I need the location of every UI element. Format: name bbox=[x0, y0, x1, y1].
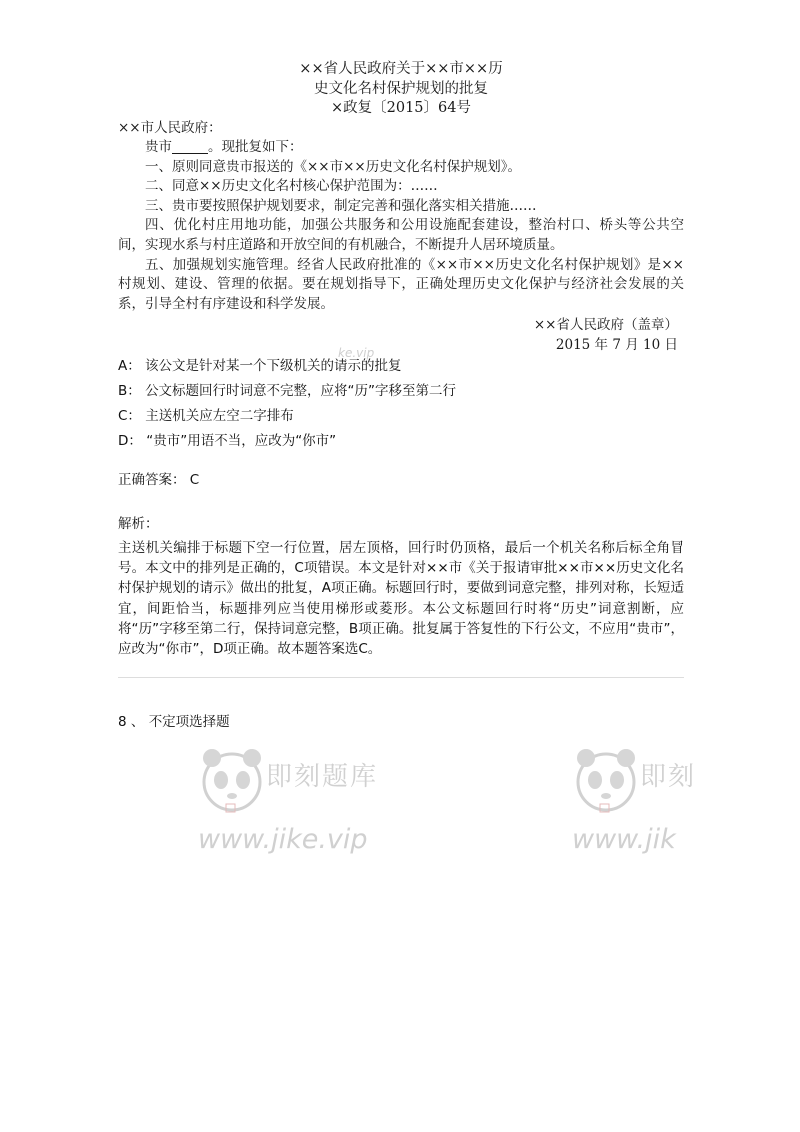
watermark-cn: 即刻题库 bbox=[266, 762, 379, 792]
doc-item-2: 二、同意××历史文化名村核心保护范围为：…… bbox=[145, 178, 438, 195]
option-c-text: 主送机关应左空二字排布 bbox=[145, 408, 294, 424]
option-d[interactable] bbox=[118, 431, 336, 451]
analysis-text: 主送机关编排于标题下空一行位置，居左顶格，回行时仍顶格，最后一个机关名称后标全角冒号。本文中的排列是正确的，C项错误。本文是针对××市《关于报请审批××市××历史文化名村保护规划的请示》做出的批复，A项正确。标题回行时，要做到词意完整，排列对称，长短适宜，间距恰当，标题排列应当使用梯形或菱形。本公文标题回行时将“历史”词意割断，应将“历”字移至第二行，保持词意完整，B项正确。批复属于答复性的下行公文，不应用“贵市”，应改为“你市”，D项正确。故本题答案选C。 bbox=[118, 540, 684, 658]
watermark-small: ke.vip bbox=[338, 346, 375, 360]
panda-logo-icon bbox=[196, 742, 268, 818]
doc-signature: ××省人民政府（盖章） bbox=[533, 317, 678, 334]
watermark-cn-partial: 即刻 bbox=[640, 762, 697, 792]
doc-opening bbox=[118, 138, 684, 158]
doc-item-1: 一、原则同意贵市报送的《××市××历史文化名村保护规划》。 bbox=[145, 158, 521, 175]
divider bbox=[118, 677, 684, 678]
option-d-label: D： bbox=[118, 433, 142, 449]
option-c-label: C： bbox=[118, 408, 141, 424]
watermark-url-partial: www.jik bbox=[572, 824, 676, 855]
panda-logo-icon bbox=[570, 742, 642, 818]
doc-date: 2015 年 7 月 10 日 bbox=[555, 337, 678, 354]
doc-number: ×政复〔2015〕64号 bbox=[330, 100, 471, 116]
watermark-left bbox=[196, 742, 379, 855]
next-question-header bbox=[118, 712, 230, 732]
doc-paragraph-5: 五、加强规划实施管理。经省人民政府批准的《××市××历史文化名村保护规划》是××村规划、建设、管理的依据。要在规划指导下，正确处理历史文化保护与经济社会发展的关系，引导全村有序建设和科学发展。 bbox=[118, 256, 684, 312]
question-type: 不定项选择题 bbox=[148, 714, 230, 730]
document-image bbox=[118, 60, 684, 356]
answer-value: C bbox=[189, 472, 200, 488]
doc-addressee: ××市人民政府： bbox=[118, 119, 222, 136]
doc-opening-prefix: 贵市 bbox=[145, 139, 172, 156]
option-b-text: 公文标题回行时词意不完整，应将“历”字移至第二行 bbox=[145, 383, 457, 399]
doc-opening-suffix: 。现批复如下： bbox=[208, 139, 303, 156]
doc-title-line-2: 史文化名村保护规划的批复 bbox=[314, 80, 488, 97]
question-number: 8 、 bbox=[118, 714, 145, 730]
correct-answer bbox=[118, 470, 199, 490]
watermark-right bbox=[570, 742, 697, 872]
doc-blank bbox=[172, 139, 208, 154]
analysis-title: 解析： bbox=[118, 516, 159, 532]
option-a-label: A： bbox=[118, 358, 141, 374]
answer-label: 正确答案： bbox=[118, 472, 186, 488]
option-d-text: “贵市”用语不当，应改为“你市” bbox=[146, 433, 337, 449]
option-c[interactable] bbox=[118, 406, 294, 426]
option-a-text: 该公文是针对某一个下级机关的请示的批复 bbox=[145, 358, 402, 374]
doc-item-3: 三、贵市要按照保护规划要求，制定完善和强化落实相关措施…… bbox=[145, 197, 537, 214]
doc-title-line-1: ××省人民政府关于××市××历 bbox=[299, 61, 503, 77]
option-a[interactable] bbox=[118, 356, 402, 376]
watermark-url: www.jike.vip bbox=[198, 824, 368, 855]
option-b[interactable] bbox=[118, 381, 456, 401]
doc-paragraph-4: 四、优化村庄用地功能，加强公共服务和公用设施配套建设，整治村口、桥头等公共空间，实现水系与村庄道路和开放空间的有机融合，不断提升人居环境质量。 bbox=[118, 217, 684, 254]
option-b-label: B： bbox=[118, 383, 141, 399]
